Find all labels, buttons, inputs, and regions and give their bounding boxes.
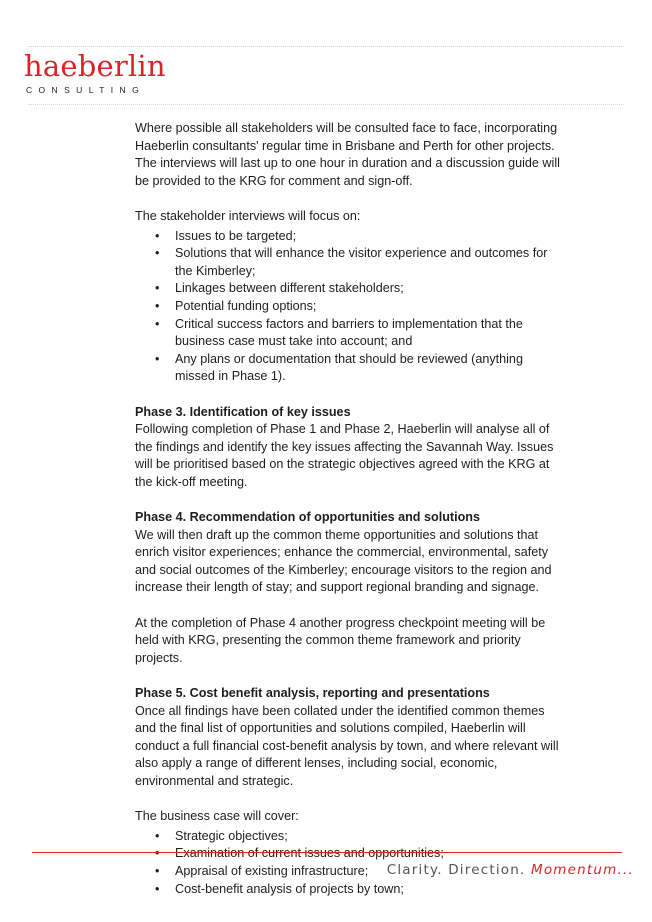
list-item [135, 316, 565, 351]
logo-wordmark: haeberlin [24, 49, 166, 83]
top-divider [28, 46, 624, 47]
phase5-heading: Phase 5. Cost benefit analysis, reporting and presentations [135, 686, 490, 700]
intro-paragraph: Where possible all stakeholders will be consulted face to face, incorporating Haeberlin consultants' regular time in Brisbane and Perth for other projects. The interviews will last up to one hour in duration and a discussion guide will be provided to the KRG for comment and sign-off. [135, 121, 560, 188]
phase3-heading: Phase 3. Identification of key issues [135, 404, 351, 419]
list-item [135, 245, 565, 280]
bullet-icon: • [155, 881, 160, 896]
bullet-icon: • [155, 281, 160, 296]
bullet-icon: • [155, 316, 160, 331]
business-case-lead: The business case will cover: [135, 809, 299, 824]
header-divider [28, 104, 624, 105]
bullet-icon: • [155, 846, 160, 861]
phase5-text: Once all findings have been collated under the identified common themes and the final list of opportunities and solutions compiled, Haeberlin will conduct a full financial cost-benefit analysis by town, and where relevant will also apply a range of different lenses, including social, economic, environmental and strategic. [135, 703, 559, 788]
company-logo [24, 50, 166, 95]
list-item-text: Solutions that will enhance the visitor experience and outcomes for the Kimberley; [175, 246, 548, 278]
list-item-text: Examination of current issues and opportunities; [175, 846, 444, 861]
logo-subtitle: CONSULTING [26, 85, 146, 95]
list-item-text: Linkages between different stakeholders; [175, 281, 404, 296]
bullet-icon: • [155, 298, 160, 313]
list-item [135, 298, 565, 316]
list-item-text: Potential funding options; [175, 298, 317, 313]
phase3-text: Following completion of Phase 1 and Phase 2, Haeberlin will analyse all of the findings and identify the key issues affecting the Savannah Way. Issues will be prioritised based on the strategic objectives agreed with the KRG at the kick-off meeting. [135, 422, 554, 489]
tagline-accent: Momentum... [531, 862, 634, 878]
footer-divider [32, 852, 622, 853]
tagline-plain: Clarity. Direction. [386, 862, 526, 878]
list-item [135, 845, 565, 863]
bullet-icon: • [155, 828, 160, 843]
bullet-icon: • [155, 863, 160, 878]
list-item-text: Strategic objectives; [175, 828, 288, 843]
interview-bullet-list [135, 228, 565, 386]
footer-tagline [387, 862, 634, 878]
bullet-icon: • [155, 228, 160, 243]
phase4-text: We will then draft up the common theme opportunities and solutions that enrich visitor experiences; enhance the commercial, environmental, safety and social outcomes of the Kimberley; encourage visitors to the region and increase their length of stay; and support regional branding and signage. [135, 527, 552, 595]
list-item-text: Any plans or documentation that should be reviewed (anything missed in Phase 1). [175, 351, 523, 384]
list-item [135, 351, 565, 386]
interviews-lead: The stakeholder interviews will focus on: [135, 208, 361, 223]
list-item-text: Issues to be targeted; [175, 228, 297, 243]
bullet-icon: • [155, 246, 160, 261]
list-item [135, 280, 565, 298]
document-body [135, 120, 565, 898]
list-item [135, 228, 565, 246]
list-item-text: Cost-benefit analysis of projects by town; [175, 881, 404, 896]
list-item [135, 881, 565, 899]
list-item-text: Critical success factors and barriers to implementation that the business case must take into account; and [175, 316, 523, 349]
phase4-heading: Phase 4. Recommendation of opportunities and solutions [135, 510, 480, 525]
list-item-text: Appraisal of existing infrastructure; [175, 863, 369, 878]
phase4-checkpoint-text: At the completion of Phase 4 another progress checkpoint meeting will be held with KRG, presenting the common theme framework and priority projects. [135, 615, 546, 665]
bullet-icon: • [155, 351, 160, 366]
list-item [135, 828, 565, 846]
